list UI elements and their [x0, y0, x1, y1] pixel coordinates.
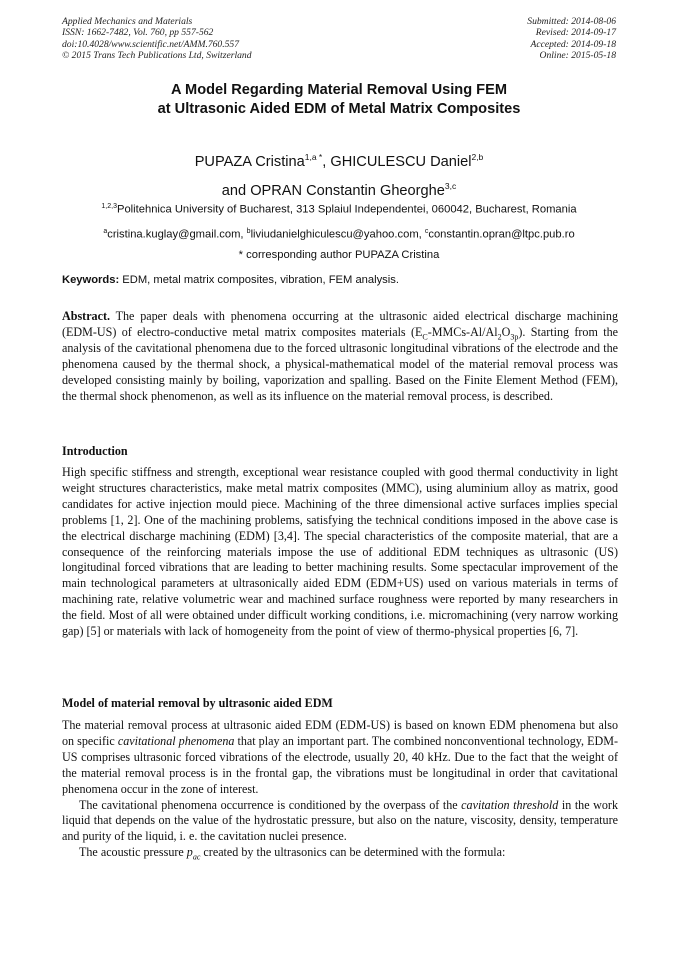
abstract-text-4: ). Starting from the analysis of the cavitational phenomena due to the forced ultrasonic longitudinal vibrations of the electrode and the phenomena caused by the thermal shock, a physical-mathematical model of the material removal process was developed consisting mainly by boiling, vaporization and spalling. Based on the Finite Element Method (FEM), the thermal shock phenomenon, as well as its influence on the material removal process, is described. [62, 324, 618, 403]
keywords [62, 273, 618, 287]
model-p1-text-a: The material removal process at ultrasonic aided EDM (EDM-US) is based on known EDM phenomena but also on specific [62, 718, 618, 748]
abstract-label: Abstract. [62, 309, 111, 323]
abstract-sub-2: 2 [497, 332, 502, 342]
title-line-1: A Model Regarding Material Removal Using FEM [171, 82, 507, 98]
model-p2-text-b: in the work liquid that depends on the value of the hydrostatic pressure, but also on the nature, viscosity, density, temperature and purity of the liquid, i. e. the cavitation nuclei presence. [62, 797, 618, 844]
author-3-sup: 3,c [444, 180, 457, 191]
submission-dates [527, 16, 616, 62]
emails-line [0, 221, 678, 246]
authors-and: and [221, 182, 247, 199]
date-accepted: Accepted: 2014-09-18 [530, 38, 616, 50]
model-p2-italic: cavitation threshold [461, 797, 559, 812]
abstract-text-3: O [501, 324, 511, 339]
author-2: GHICULESCU Daniel [330, 153, 472, 170]
affiliation-line [0, 196, 678, 221]
abstract-text-2: -MMCs-Al/Al [427, 324, 498, 339]
paper-title [0, 81, 678, 119]
author-1-sup: 1,a * [304, 152, 323, 162]
model-paragraph-1 [62, 718, 618, 798]
title-line-2: at Ultrasonic Aided EDM of Metal Matrix Composites [157, 101, 521, 117]
model-heading: Model of material removal by ultrasonic aided EDM [62, 696, 333, 710]
abstract-text-1: The paper deals with phenomena occurring at the ultrasonic aided electrical discharge machining (EDM-US) of electro-conductive metal matrix composites materials (E [62, 309, 618, 339]
affiliation-text: Politehnica University of Bucharest, 313 Splaiul Independentei, 060042, Bucharest, Romania [116, 203, 577, 216]
abstract-sub-1: C [422, 332, 428, 342]
date-revised: Revised: 2014-09-17 [535, 27, 616, 39]
model-paragraph-2 [62, 798, 618, 846]
model-p2-text-a: The cavitational phenomena occurrence is conditioned by the overpass of the [79, 797, 462, 812]
date-online: Online: 2015-05-18 [539, 50, 616, 62]
abstract-paragraph [62, 309, 618, 404]
author-2-sup: 2,b [471, 152, 484, 162]
email-b: liviudanielghiculescu@yahoo.com, [250, 228, 425, 241]
author-1: PUPAZA Cristina [194, 153, 305, 170]
abstract [62, 309, 618, 404]
authors-line-1: PUPAZA Cristina$^{1,a *}$, GHICULESCU Daniel$^{2,b}$ [194, 152, 484, 170]
journal-copyright: © 2015 Trans Tech Publications Ltd, Switzerland [62, 50, 252, 62]
affiliation-sup: 1,2,3 [101, 203, 117, 210]
corresponding-author: * corresponding author PUPAZA Cristina [238, 249, 440, 262]
affiliations [0, 196, 678, 266]
email-a: cristina.kuglay@gmail.com, [107, 228, 247, 241]
author-3: OPRAN Constantin Gheorghe [250, 182, 445, 199]
model-p1-text-b: that play an important part. The combined nonconventional technology, EDM-US comprises ultrasonic forced vibrations of the electrode, usually 20, 40 kHz. Due to the fact that the weight of the material removal process is in the frontal gap, the vibrations must be longitudinal in order that cavitational phenomena occur in the zone of interest. [62, 733, 619, 796]
author-list [0, 145, 678, 203]
abstract-sub-3: 3p [510, 332, 519, 342]
keywords-label: Keywords: [62, 274, 120, 286]
email-a-sup: a [103, 227, 108, 235]
introduction-paragraph: High specific stiffness and strength, exceptional wear resistance coupled with good thermal conductivity in light weight structures characteristics, make metal matrix composites (MMC), using aluminium alloy as matrix, good candidates for active injection mould piece. Machining of the three dimensional active surfaces implies special problems [1, 2]. One of the machining problems, satisfying the technical conditions imposed in the above case is the electrical discharge machining (EDM) [3,4]. The special characteristics of the composite material, that are a consequence of the reinforcing materials impose the use of additional EDM techniques as ultrasonic (US) longitudinal forced vibrations that are leading to better machining results. Some spectacular improvement of the main technological parameters at ultrasonically aided EDM (EDM+US) used on various materials in terms of machining rate, relative volumetric wear and machined surface roughness were reported by many researchers in the field. Most of all were obtained under difficult working conditions, i.e. micromachining (very narrow working gap) [5] or materials with lack of homogeneity from the point of view of thermo-physical properties [6, 7]. [62, 465, 618, 639]
model-p3-variable: p [186, 845, 193, 860]
model-p3-text-b: created by the ultrasonics can be determined with the formula: [200, 845, 506, 860]
model-p3-text-a: The acoustic pressure [79, 845, 187, 860]
email-c: constantin.opran@ltpc.pub.ro [428, 228, 575, 241]
introduction-body [62, 465, 618, 640]
email-b-sup: b [246, 227, 251, 235]
email-c-sup: c [424, 227, 429, 235]
journal-issn: ISSN: 1662-7482, Vol. 760, pp 557-562 [62, 27, 214, 39]
model-p1-italic: cavitational phenomena [117, 733, 235, 748]
model-p3-subscript: ac [192, 852, 201, 862]
journal-info [62, 16, 252, 62]
journal-doi: doi:10.4028/www.scientific.net/AMM.760.557 [62, 38, 240, 50]
model-body [62, 718, 618, 861]
date-submitted: Submitted: 2014-08-06 [527, 16, 616, 27]
keywords-text: EDM, metal matrix composites, vibration, FEM analysis. [119, 274, 399, 286]
model-paragraph-3 [62, 845, 618, 861]
introduction-heading: Introduction [62, 444, 128, 458]
journal-name: Applied Mechanics and Materials [62, 16, 193, 27]
